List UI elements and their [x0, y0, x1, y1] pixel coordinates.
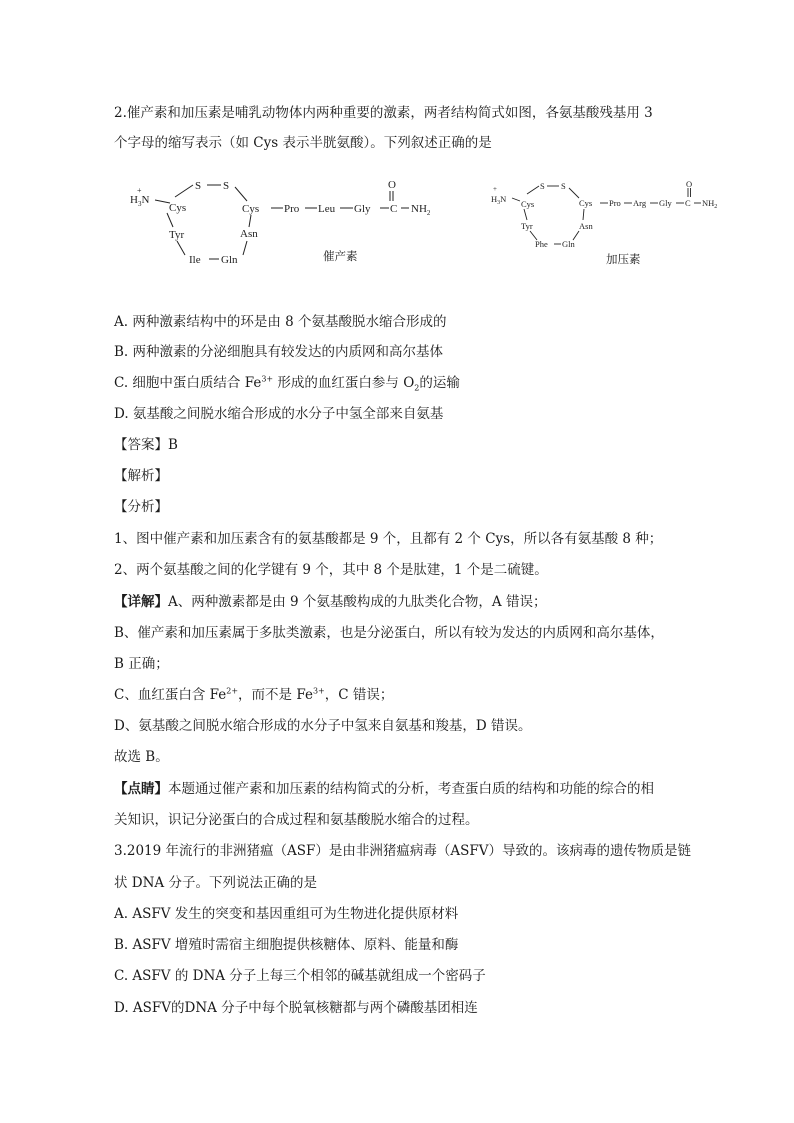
vasopressin-structure [487, 178, 732, 258]
vas-tyr: Tyr [521, 221, 533, 231]
detail-line-2b: B 正确； [114, 656, 169, 672]
q2-stem-line2: 个字母的缩写表示（如 Cys 表示半胱氨酸）。下列叙述正确的是 [114, 135, 492, 151]
oxy-tyr: Tyr [169, 229, 185, 241]
vas-cys2: Cys [579, 198, 593, 208]
vas-gly: Gly [659, 198, 672, 208]
q3-option-a: A. ASFV 发生的突变和基因重组可为生物进化提供原材料 [114, 906, 459, 922]
choose-line: 故选 B。 [114, 749, 169, 765]
oxy-pro: Pro [284, 203, 300, 215]
oxy-asn: Asn [240, 228, 258, 240]
q3-stem-line2: 状 DNA 分子。下列说法正确的是 [114, 875, 317, 891]
analysis-line-1: 1、图中催产素和加压素含有的氨基酸都是 9 个，且都有 2 个 Cys，所以各有氨基酸 8 种； [114, 531, 663, 547]
vas-asn: Asn [579, 221, 593, 231]
oxy-nh2: $NH_2$ [411, 203, 431, 217]
q3-stem-line1: 3.2019 年流行的非洲猪瘟（ASF）是由非洲猪瘟病毒（ASFV）导致的。该病毒的遗传物质是链 [114, 843, 692, 859]
jiexi-label: 【解析】 [114, 468, 168, 484]
oxy-s2: S [223, 180, 230, 192]
oxytocin-caption: 催产素 [323, 249, 358, 263]
vas-pro: Pro [609, 198, 621, 208]
q2-option-b: B. 两种激素的分泌细胞具有较发达的内质网和高尔基体 [114, 344, 444, 360]
q3-option-d: D. ASFV的DNA 分子中每个脱氧核糖都与两个磷酸基团相连 [114, 1000, 478, 1016]
oxy-ile: Ile [189, 254, 201, 266]
vas-c: C [685, 198, 691, 208]
oxy-cys1: Cys [169, 202, 187, 214]
vas-arg: Arg [633, 198, 647, 208]
q2-option-d: D. 氨基酸之间脱水缩合形成的水分子中氢全部来自氨基 [114, 406, 444, 422]
vas-cys1: Cys [521, 199, 535, 209]
analysis-line-2: 2、两个氨基酸之间的化学键有 9 个，其中 8 个是肽建，1 个是二硫键。 [114, 562, 548, 578]
oxy-leu: Leu [318, 203, 336, 215]
oxy-h3n: $H_3N$ [130, 194, 150, 208]
detail-line-1: 【详解】A、两种激素都是由 9 个氨基酸构成的九肽类化合物，A 错误； [114, 594, 547, 610]
vas-phe: Phe [535, 239, 548, 249]
oxy-o: O [388, 179, 396, 191]
oxytocin-structure [125, 175, 445, 270]
svg-text:+: + [493, 185, 497, 193]
oxy-c: C [390, 203, 398, 215]
detail-line-4: D、氨基酸之间脱水缩合形成的水分子中氢来自氨基和羧基，D 错误。 [114, 718, 532, 734]
vas-s2: S [561, 181, 566, 191]
vas-nh2: $NH_2$ [702, 198, 718, 210]
q3-option-b: B. ASFV 增殖时需宿主细胞提供核糖体、原料、能量和酶 [114, 937, 459, 953]
oxy-gln: Gln [221, 254, 238, 266]
dianjing-line-2: 关知识，识记分泌蛋白的合成过程和氨基酸脱水缩合的过程。 [114, 812, 479, 828]
q3-option-c: C. ASFV 的 DNA 分子上每三个相邻的碱基就组成一个密码子 [114, 968, 486, 984]
svg-text:+: + [137, 186, 142, 195]
vas-gln: Gln [562, 239, 575, 249]
fenxi-label: 【分析】 [114, 499, 168, 515]
dianjing-line-1: 【点睛】本题通过催产素和加压素的结构简式的分析，考查蛋白质的结构和功能的综合的相 [114, 781, 654, 797]
vas-h3n: $H_3N$ [491, 194, 507, 206]
q2-stem-line1: 2.催产素和加压素是哺乳动物体内两种重要的激素，两者结构简式如图，各氨基酸残基用 3 [114, 105, 653, 121]
vas-s1: S [540, 181, 545, 191]
oxy-gly: Gly [354, 203, 371, 215]
vasopressin-caption: 加压素 [606, 252, 641, 266]
detail-line-3: C、血红蛋白含 $Fe^{2+}$，而不是 $Fe^{3+}$，C 错误； [114, 686, 394, 703]
answer-label: 【答案】B [114, 437, 178, 453]
detail-line-2: B、催产素和加压素属于多肽类激素，也是分泌蛋白，所以有较为发达的内质网和高尔基体， [114, 625, 664, 641]
vas-o: O [686, 179, 693, 189]
oxy-cys2: Cys [242, 203, 260, 215]
q2-option-c: C. 细胞中蛋白质结合 $Fe^{3+}$ 形成的血红蛋白参与 $O_2$的运输 [114, 374, 460, 393]
oxy-s1: S [195, 180, 202, 192]
q2-option-a: A. 两种激素结构中的环是由 8 个氨基酸脱水缩合形成的 [114, 314, 447, 330]
